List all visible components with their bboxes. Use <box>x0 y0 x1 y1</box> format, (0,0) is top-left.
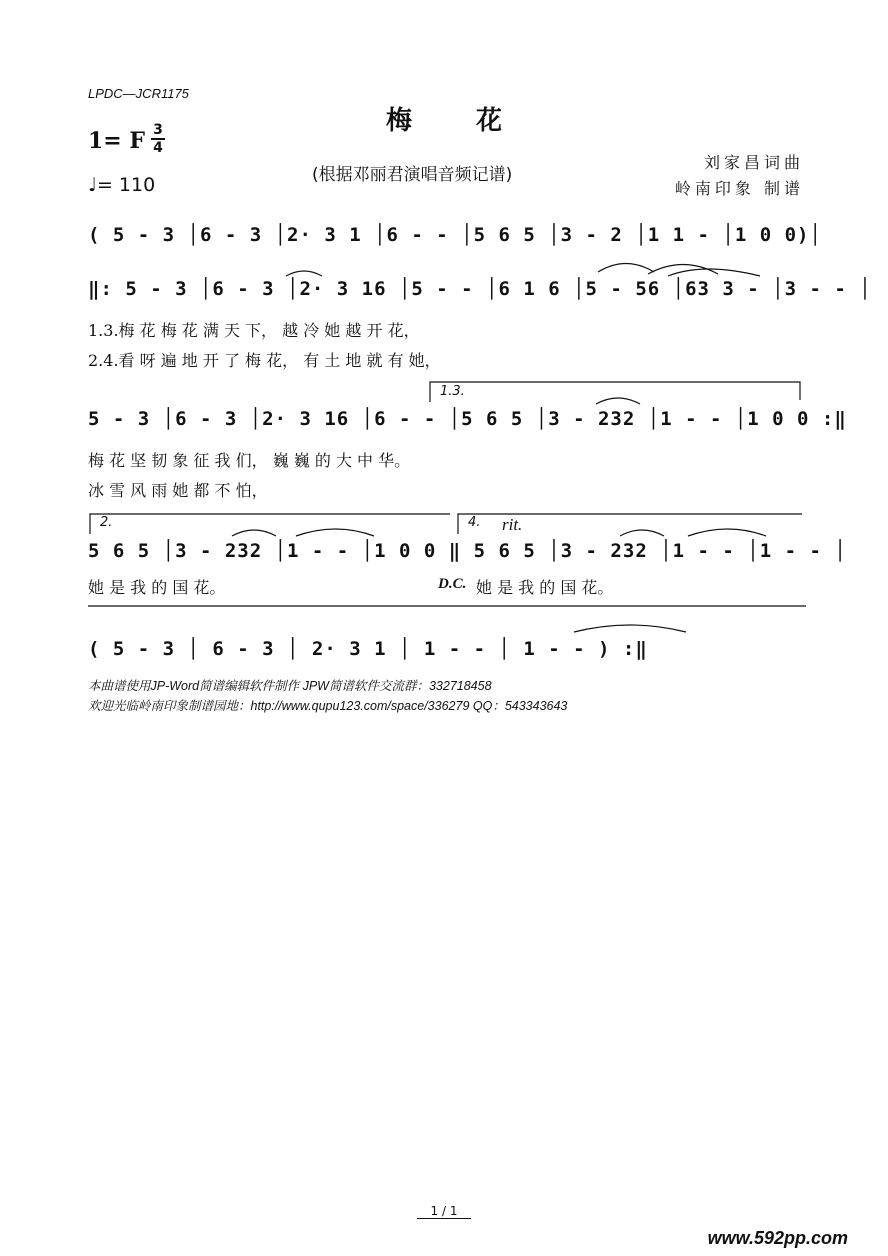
lyric-line: 2.4.看 呀 遍 地 开 了 梅 花， 有 土 地 就 有 她， <box>88 351 441 370</box>
composer-credit: 刘家昌词曲 <box>703 153 804 172</box>
lyric-line: 梅 花 坚 韧 象 征 我 们， 巍 巍 的 大 中 华。 <box>88 451 411 470</box>
tie-mark <box>598 264 654 273</box>
tempo-value: = 110 <box>96 174 156 196</box>
volta-bracket <box>430 382 800 402</box>
tie-mark <box>232 530 276 536</box>
tie-mark <box>296 529 374 536</box>
quarter-note-icon: ♩ <box>88 174 97 196</box>
tie-mark <box>620 530 664 536</box>
meter-bottom: 4 <box>153 140 163 156</box>
staff-line-5: ( 5 - 3 │ 6 - 3 │ 2· 3 1 │ 1 - - │ 1 - - ) :‖ <box>88 638 648 660</box>
volta-bracket <box>90 514 450 534</box>
site-watermark: www.592pp.com <box>707 1228 848 1248</box>
tie-mark <box>688 529 766 536</box>
volta-label: 4. <box>468 515 481 530</box>
da-capo-mark: D.C. <box>438 576 467 592</box>
lyric-line: 她 是 我 的 国 花。 <box>476 578 614 597</box>
arranger-credit: 岭南印象 制谱 <box>674 179 804 198</box>
song-title: 梅花 <box>385 106 566 136</box>
tie-mark <box>286 271 322 276</box>
volta-label: 2. <box>100 515 113 530</box>
tie-mark <box>596 398 640 404</box>
staff-line-2: ‖: 5 - 3 │6 - 3 │2· 3 16 │5 - - │6 1 6 │5 - 56 │63 3 - │3 - - │ <box>88 278 872 300</box>
key-signature: 1= F <box>88 128 146 154</box>
lyric-line: 1.3.梅 花 梅 花 满 天 下， 越 冷 她 越 开 花， <box>88 321 420 340</box>
meter-top: 3 <box>153 122 163 138</box>
ritardando-mark: rit. <box>502 515 523 534</box>
footer-line: 本曲谱使用JP-Word简谱编辑软件制作 JPW简谱软件交流群：332718458 <box>88 679 492 693</box>
lyric-line: 她 是 我 的 国 花。 <box>88 578 226 597</box>
staff-line-1: ( 5 - 3 │6 - 3 │2· 3 1 │6 - - │5 6 5 │3 - 2 │1 1 - │1 0 0)│ <box>88 224 822 246</box>
tie-mark <box>574 625 686 632</box>
volta-label: 1.3. <box>440 384 465 399</box>
score-code: LPDC—JCR1175 <box>88 86 189 101</box>
staff-line-4: 5 6 5 │3 - 232 │1 - - │1 0 0 ‖ 5 6 5 │3 - 232 │1 - - │1 - - │ <box>88 540 847 562</box>
subtitle: (根据邓丽君演唱音频记谱) <box>312 165 513 185</box>
lyric-line: 冰 雪 风 雨 她 都 不 怕， <box>88 481 268 500</box>
page-number: 1 / 1 <box>0 1204 888 1218</box>
footer-line: 欢迎光临岭南印象制谱园地：http://www.qupu123.com/space/336279 QQ：543343643 <box>88 699 568 713</box>
staff-line-3: 5 - 3 │6 - 3 │2· 3 16 │6 - - │5 6 5 │3 - 232 │1 - - │1 0 0 :‖ <box>88 408 847 430</box>
